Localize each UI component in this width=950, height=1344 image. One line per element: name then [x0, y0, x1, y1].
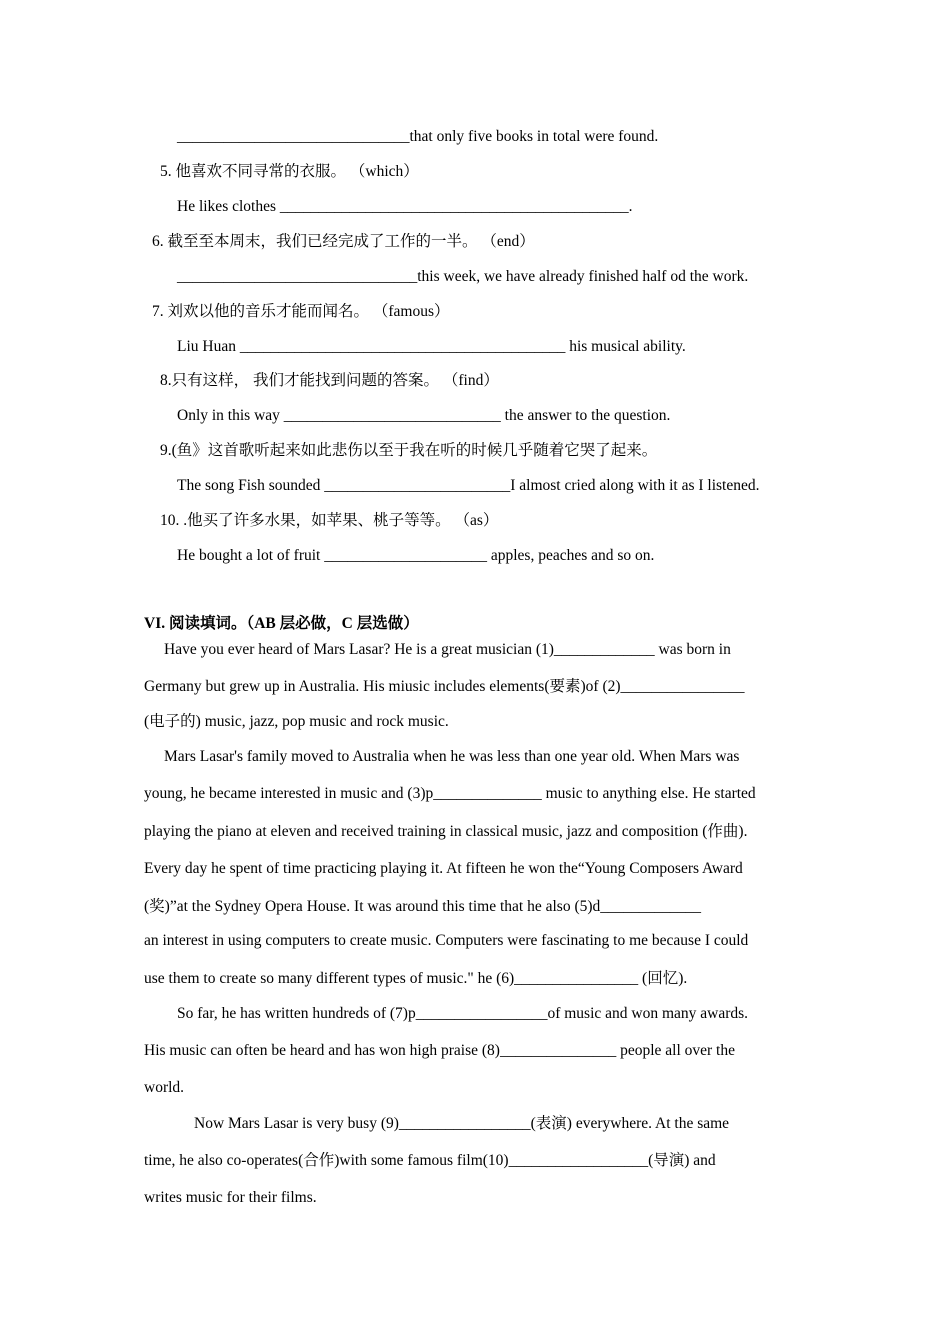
item-8-answer: Only in this way ____________________________ the answer to the question.	[177, 407, 671, 424]
item-5-prompt: 5. 他喜欢不同寻常的衣服。 （which）	[160, 163, 419, 180]
item-10-prompt: 10. .他买了许多水果，如苹果、桃子等等。 （as）	[160, 512, 499, 529]
item-8-prompt: 8.只有这样， 我们才能找到问题的答案。 （find）	[160, 372, 499, 389]
passage-line: use them to create so many different types of music." he (6)________________ (回忆).	[144, 970, 688, 987]
passage-line: time, he also co-operates(合作)with some famous film(10)__________________(导演) and	[144, 1152, 716, 1169]
prev-answer-tail: ______________________________that only five books in total were found.	[177, 128, 659, 145]
passage-line: Germany but grew up in Australia. His miusic includes elements(要素)of (2)________________	[144, 678, 745, 695]
item-9-prompt: 9.(鱼》这首歌听起来如此悲伤以至于我在听的时候几乎随着它哭了起来。	[160, 442, 658, 459]
passage-line: world.	[144, 1079, 185, 1096]
item-10-answer: He bought a lot of fruit _____________________ apples, peaches and so on.	[177, 547, 655, 564]
item-9-answer: The song Fish sounded ________________________I almost cried along with it as I listened.	[177, 477, 760, 494]
section-6-heading: VI. 阅读填词。（AB 层必做，C 层选做）	[144, 615, 419, 632]
passage-line: (电子的) music, jazz, pop music and rock music.	[144, 713, 449, 730]
passage-line: So far, he has written hundreds of (7)p_________________of music and won many awards.	[177, 1005, 749, 1022]
passage-line: Now Mars Lasar is very busy (9)_________________(表演) everywhere. At the same	[194, 1115, 730, 1132]
item-5-answer: He likes clothes _____________________________________________.	[177, 198, 633, 215]
item-6-answer: _______________________________this week, we have already finished half od the work.	[177, 268, 749, 285]
passage-line: Every day he spent of time practicing playing it. At fifteen he won the“Young Composers Award	[144, 860, 743, 877]
passage-line: playing the piano at eleven and received training in classical music, jazz and composition (作曲).	[144, 823, 748, 840]
passage-line: young, he became interested in music and (3)p______________ music to anything else. He started	[144, 785, 756, 802]
item-7-prompt: 7. 刘欢以他的音乐才能而闻名。 （famous）	[152, 303, 450, 320]
passage-line: (奖)”at the Sydney Opera House. It was around this time that he also (5)d_____________	[144, 898, 702, 915]
passage-line: Have you ever heard of Mars Lasar? He is a great musician (1)_____________ was born in	[164, 641, 731, 658]
passage-line: His music can often be heard and has won high praise (8)_______________ people all over the	[144, 1042, 735, 1059]
item-6-prompt: 6. 截至至本周末，我们已经完成了工作的一半。 （end）	[152, 233, 535, 250]
passage-line: writes music for their films.	[144, 1189, 317, 1206]
passage-line: an interest in using computers to create music. Computers were fascinating to me because I could	[144, 932, 749, 949]
passage-line: Mars Lasar's family moved to Australia when he was less than one year old. When Mars was	[164, 748, 740, 765]
item-7-answer: Liu Huan __________________________________________ his musical ability.	[177, 338, 686, 355]
